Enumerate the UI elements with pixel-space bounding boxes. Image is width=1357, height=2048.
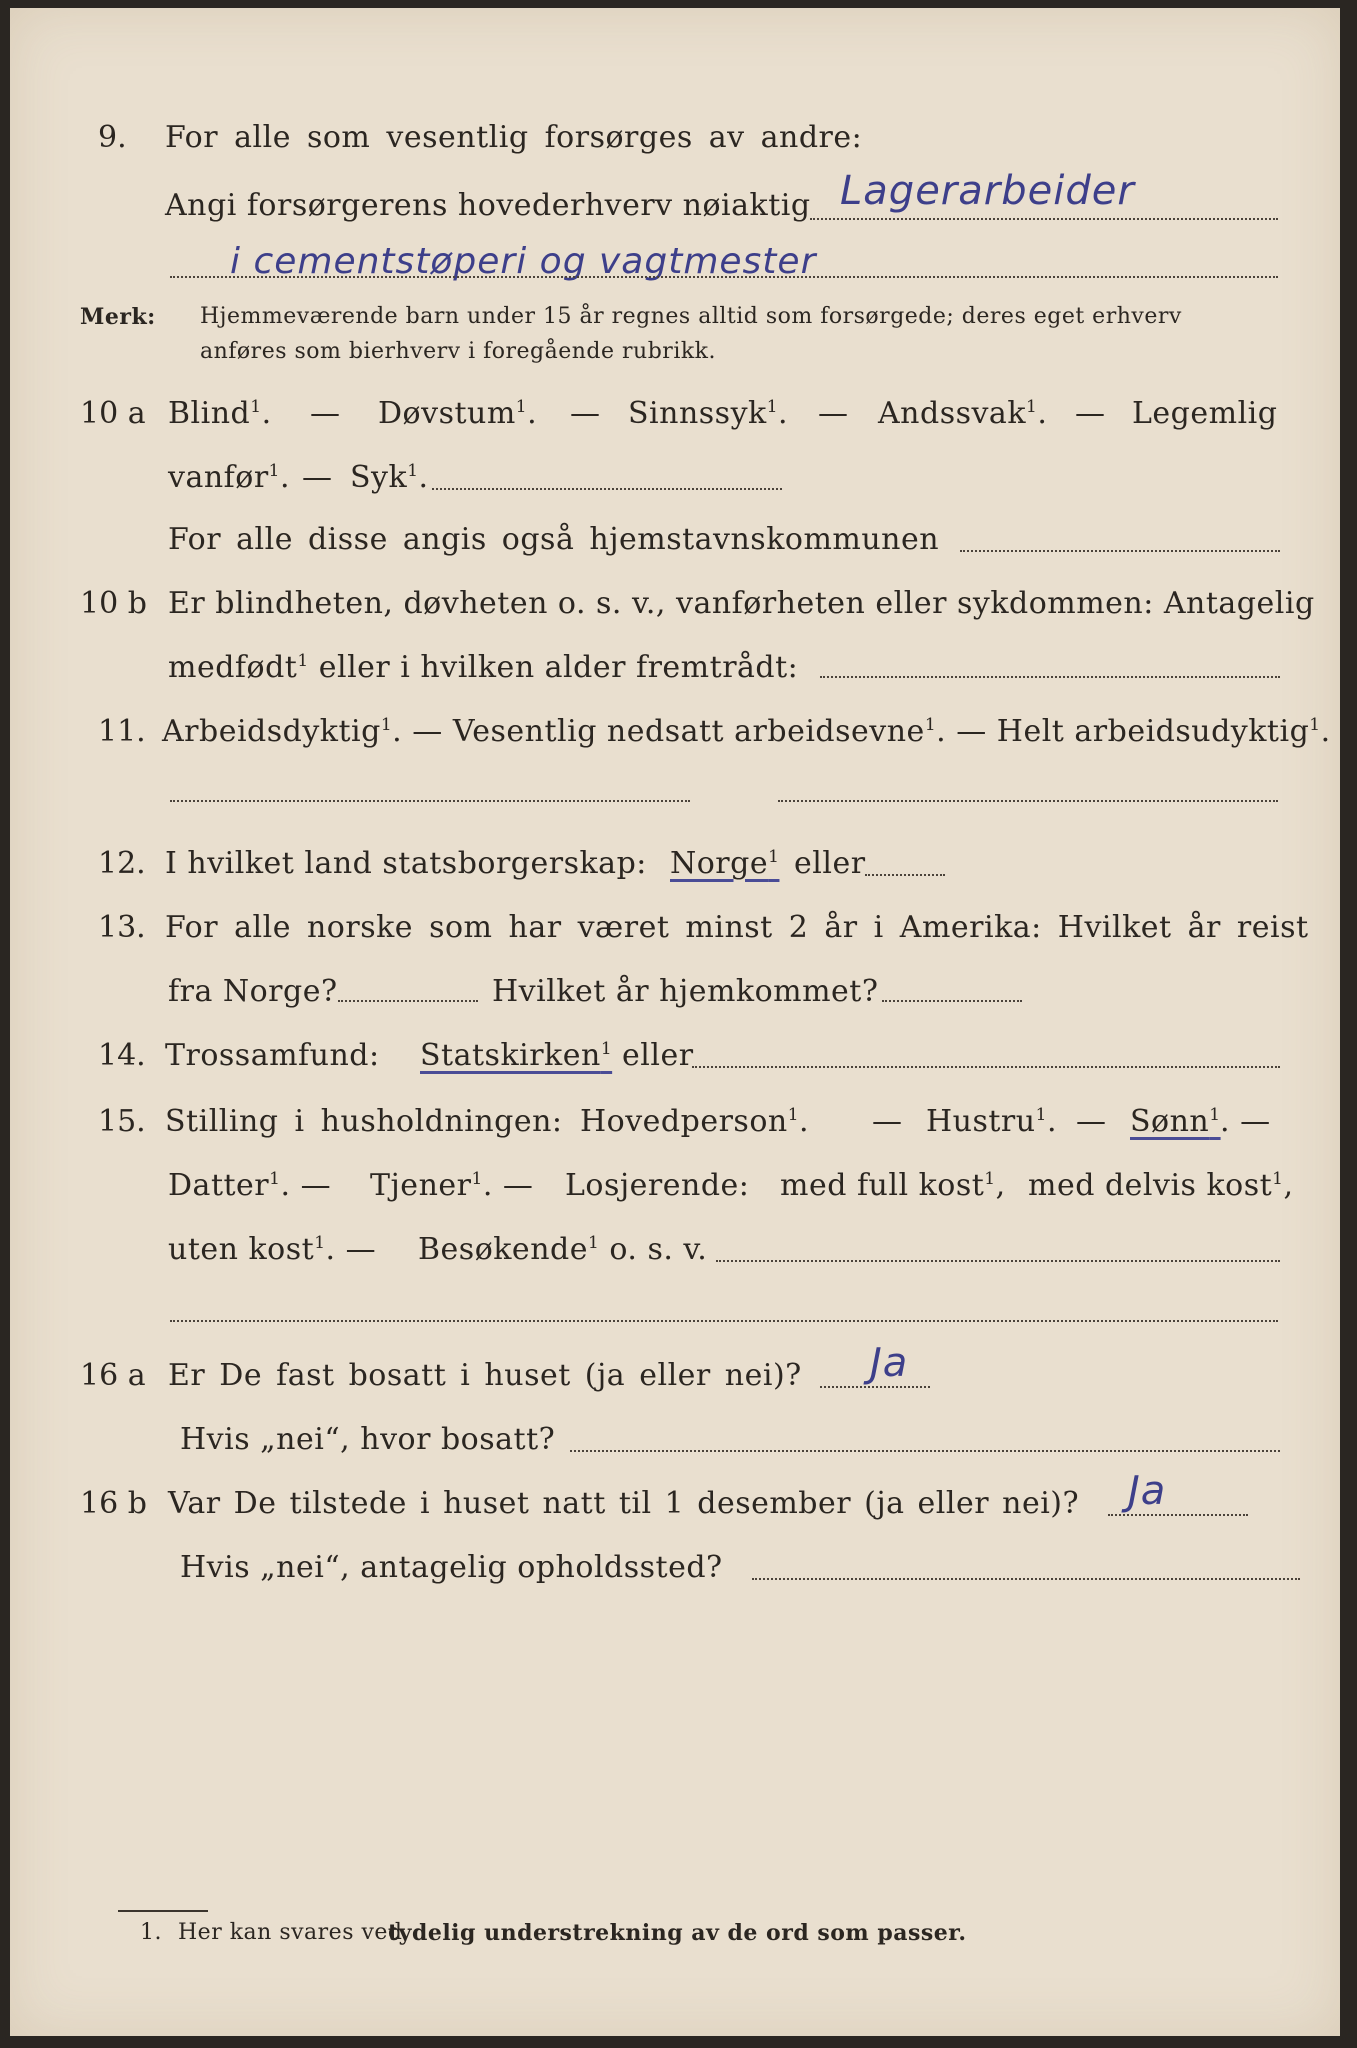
q12-eller: eller [794, 846, 866, 881]
q13-hjemkommet-label: Hvilket år hjemkommet? [492, 974, 879, 1009]
merk-label: Merk: [80, 304, 156, 330]
q15-delviskost: med delvis kost$^1$, [1028, 1168, 1294, 1203]
q9-line1: For alle som vesentlig forsørges av andre: [165, 120, 863, 155]
q13-line1: For alle norske som har været minst 2 år i Amerika: Hvilket år reist [165, 910, 1309, 945]
q10a-syk: Syk$^1$. [350, 460, 429, 495]
q13-number: 13. [98, 910, 146, 945]
q10b-line2: medfødt$^1$ eller i hvilken alder fremtrådt: [168, 650, 799, 685]
q12-norge-underlined: Norge$^1$ [670, 846, 780, 881]
q10a-legemlig: Legemlig [1132, 396, 1278, 431]
q9-handwritten-answer2: i cementstøperi og vagtmester [230, 241, 817, 282]
q10a-number: 10 a [80, 396, 146, 431]
q13-hjemkommet-line [882, 1000, 1022, 1002]
q10a-syk-line [432, 488, 782, 490]
q10a-dash5: — [302, 460, 333, 495]
q9-line2: Angi forsørgerens hovederhverv nøiaktig [165, 188, 811, 223]
q16a-answer-line [820, 1386, 930, 1388]
q15-hovedperson: Hovedperson$^1$. [580, 1104, 810, 1139]
q15-losjerende: Losjerende: [565, 1168, 750, 1203]
q15-utenkost: uten kost$^1$. — [168, 1232, 377, 1267]
q14-number: 14. [98, 1038, 146, 1073]
q9-number: 9. [98, 120, 127, 155]
q16a-line1: Er De fast bosatt i huset (ja eller nei)? [168, 1358, 802, 1393]
q11-line1: Arbeidsdyktig$^1$. — Vesentlig nedsatt arbeidsevne$^1$. — Helt arbeidsudyktig$^1$. [162, 714, 1331, 749]
q10b-answer-line [820, 676, 1280, 678]
q10b-number: 10 b [80, 586, 147, 621]
q12-text: I hvilket land statsborgerskap: [165, 846, 647, 881]
q16a-number: 16 a [80, 1358, 146, 1393]
footnote-rule [118, 1910, 208, 1912]
q13-reist-line [338, 1000, 478, 1002]
q15-hustru: Hustru$^1$. [926, 1104, 1057, 1139]
q14-statskirken-underlined: Statskirken$^1$ [420, 1038, 613, 1073]
q15-fullkost: med full kost$^1$, [780, 1168, 1006, 1203]
q15-line1-label: Stilling i husholdningen: [165, 1104, 563, 1139]
merk-line1: Hjemmeværende barn under 15 år regnes alltid som forsørgede; deres eget erhverv [200, 304, 1182, 329]
q16b-answer-line [1108, 1514, 1248, 1516]
q16a-line2: Hvis „nei“, hvor bosatt? [180, 1422, 556, 1457]
q16b-number: 16 b [80, 1486, 147, 1521]
footnote-mark: 1. [140, 1920, 162, 1945]
q15-number: 15. [98, 1104, 146, 1139]
q13-reist-label: fra Norge? [168, 974, 338, 1009]
q10a-dovstum: Døvstum$^1$. [378, 396, 538, 431]
q16b-line2: Hvis „nei“, antagelig opholdssted? [180, 1550, 723, 1585]
q16a-bosatt-line [570, 1450, 1280, 1452]
q9-answer-line1 [810, 218, 1278, 220]
q15-dash2: — [1076, 1104, 1107, 1139]
q12-number: 12. [98, 846, 146, 881]
q10a-dash1: — [310, 396, 341, 431]
q10a-sinnssyk: Sinnssyk$^1$. [628, 396, 789, 431]
q10a-vanfor: vanfør$^1$. [168, 460, 291, 495]
q11-answer-line-left [170, 800, 690, 802]
q10a-kommune-line [960, 550, 1280, 552]
q15-answer-line2 [170, 1320, 1278, 1322]
footnote-text-plain: Her kan svares ved [178, 1920, 403, 1945]
q11-number: 11. [98, 714, 146, 749]
q16b-handwritten-answer: Ja [1128, 1468, 1167, 1514]
q15-sonn-underlined: Sønn$^1$ [1130, 1104, 1221, 1139]
q9-handwritten-answer1: Lagerarbeider [840, 168, 1135, 214]
q15-dash1: — [872, 1104, 903, 1139]
q9-answer-line2 [170, 276, 1278, 278]
q10a-line3: For alle disse angis også hjemstavnskommunen [168, 522, 940, 557]
q15-dash3: . — [1220, 1104, 1271, 1139]
q15-answer-line1 [716, 1260, 1280, 1262]
q14-text: Trossamfund: [165, 1038, 380, 1073]
q15-besokende: Besøkende$^1$ o. s. v. [418, 1232, 708, 1267]
q14-answer-line [692, 1066, 1280, 1068]
q10a-blind: Blind$^1$. [168, 396, 272, 431]
q15-datter: Datter$^1$. — [168, 1168, 332, 1203]
census-form-page [10, 8, 1340, 2036]
q10a-andssvak: Andssvak$^1$. [878, 396, 1048, 431]
q14-eller: eller [622, 1038, 694, 1073]
q11-answer-line-right [778, 800, 1278, 802]
q16b-opholdssted-line [752, 1578, 1300, 1580]
q10a-dash3: — [818, 396, 849, 431]
q10b-line1: Er blindheten, døvheten o. s. v., vanførheten eller sykdommen: Antagelig [168, 586, 1315, 621]
q12-answer-line [865, 874, 945, 876]
footnote-text-bold: tydelig understrekning av de ord som passer. [388, 1920, 967, 1946]
q16b-line1: Var De tilstede i huset natt til 1 desember (ja eller nei)? [168, 1486, 1080, 1521]
q15-tjener: Tjener$^1$. — [370, 1168, 534, 1203]
q10a-dash2: — [570, 396, 601, 431]
q16a-handwritten-answer: Ja [870, 1340, 909, 1386]
merk-line2: anføres som bierhverv i foregående rubrikk. [200, 339, 717, 364]
q10a-dash4: — [1075, 396, 1106, 431]
